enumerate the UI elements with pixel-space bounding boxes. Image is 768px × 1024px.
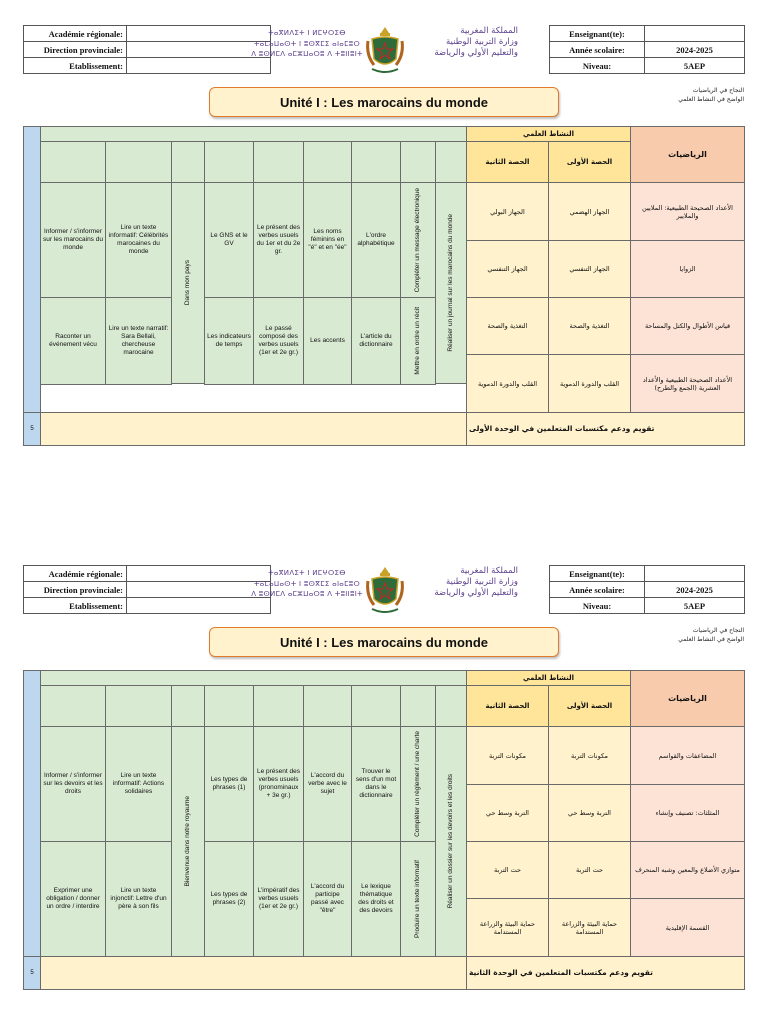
math-cell: الزوايا bbox=[630, 240, 745, 298]
tifinagh-line: ⵜⴰⴳⵍⴷⵉⵜ ⵏ ⵍⵎⵖⵔⵉⴱ bbox=[268, 569, 346, 577]
writing-text: Compléter un message électronique bbox=[414, 187, 421, 293]
header-col bbox=[204, 141, 254, 183]
grammar-cell: Le GNS et le GV bbox=[204, 182, 254, 298]
french-header-band bbox=[40, 126, 467, 142]
footer-number: 5 bbox=[23, 412, 41, 446]
science-s1-cell: القلب والدورة الدموية bbox=[548, 354, 631, 413]
science-s1-cell: الجهاز الهضمي bbox=[548, 182, 631, 241]
science-s2-cell: حماية البيئة والزراعة المستدامة bbox=[466, 898, 549, 957]
session1-header: الحصة الأولى bbox=[548, 141, 631, 183]
science-header: النشاط العلمي bbox=[466, 670, 631, 686]
science-s2-cell: حت التربة bbox=[466, 841, 549, 899]
teacher-info-table bbox=[549, 565, 745, 614]
header-col bbox=[105, 141, 172, 183]
school-info-table bbox=[23, 25, 271, 74]
spelling-cell: L'accord du participe passé avec "être" bbox=[303, 841, 352, 957]
footer-band bbox=[40, 956, 467, 990]
ministry-line: وزارة التربية الوطنية bbox=[445, 577, 518, 587]
math-cell: الأعداد الصحيحة الطبيعية: الملايين والملايير bbox=[630, 182, 745, 241]
ministry-line: والتعليم الأولي والرياضة bbox=[434, 48, 518, 58]
conjugation-cell: Le passé composé des verbes usuels (1er et 2e gr.) bbox=[253, 297, 304, 385]
etablissement-value[interactable] bbox=[127, 598, 271, 614]
ministry-name-tifinagh bbox=[250, 28, 364, 60]
teacher-label: Enseignant(te): bbox=[550, 26, 645, 42]
vocabulary-cell: L'ordre alphabétique bbox=[351, 182, 401, 298]
reading-cell: Lire un texte informatif: Célébrités marocaines du monde bbox=[105, 182, 172, 298]
etablissement-value[interactable] bbox=[127, 58, 271, 74]
header-col bbox=[253, 141, 304, 183]
communication-cell: Raconter un événement vécu bbox=[40, 297, 106, 385]
math-cell: المضاعفات والقواسم bbox=[630, 726, 745, 785]
planning-grid bbox=[23, 670, 745, 990]
footer-number: 5 bbox=[23, 956, 41, 990]
teacher-label: Enseignant(te): bbox=[550, 566, 645, 582]
unit-title: Unité I : Les marocains du monde bbox=[209, 87, 559, 117]
header-col bbox=[303, 141, 352, 183]
level-value: 5AEP bbox=[645, 58, 745, 74]
ministry-line: وزارة التربية الوطنية bbox=[445, 37, 518, 47]
project-text: Réaliser un dossier sur les devoirs et les droits bbox=[447, 774, 454, 909]
vocabulary-cell: Trouver le sens d'un mot dans le dictionnaire bbox=[351, 726, 401, 842]
academie-label: Académie régionale: bbox=[24, 26, 127, 42]
math-cell: متوازي الأضلاع والمعين وشبه المنحرف bbox=[630, 841, 745, 899]
science-s1-cell: حماية البيئة والزراعة المستدامة bbox=[548, 898, 631, 957]
footer-band bbox=[40, 412, 467, 446]
academie-label: Académie régionale: bbox=[24, 566, 127, 582]
vocabulary-cell: L'article du dictionnaire bbox=[351, 297, 401, 385]
science-s1-cell: التغذية والصحة bbox=[548, 297, 631, 355]
header-col bbox=[400, 141, 436, 183]
conjugation-cell: Le présent des verbes usuels (pronominaux + 3e gr.) bbox=[253, 726, 304, 842]
direction-value[interactable] bbox=[127, 582, 271, 598]
science-s1-cell: حت التربة bbox=[548, 841, 631, 899]
school-info-table bbox=[23, 565, 271, 614]
science-s2-cell: الجهاز التنفسي bbox=[466, 240, 549, 298]
science-s1-cell: مكونات التربة bbox=[548, 726, 631, 785]
session2-header: الحصة الثانية bbox=[466, 685, 549, 727]
science-s2-cell: التربة وسط حي bbox=[466, 784, 549, 842]
level-label: Niveau: bbox=[550, 598, 645, 614]
math-cell: الأعداد الصحيحة الطبيعية والأعداد العشرية (الجمع والطرح) bbox=[630, 354, 745, 413]
level-value: 5AEP bbox=[645, 598, 745, 614]
theme-text: Bienvenue dans notre royaume bbox=[184, 796, 191, 887]
left-margin-column bbox=[23, 126, 41, 420]
ministry-line: المملكة المغربية bbox=[460, 26, 518, 36]
vocabulary-cell: Le lexique thématique des droits et des devoirs bbox=[351, 841, 401, 957]
left-margin-column bbox=[23, 670, 41, 957]
header-col bbox=[400, 685, 436, 727]
school-year-value: 2024-2025 bbox=[645, 42, 745, 58]
grammar-cell: Les types de phrases (1) bbox=[204, 726, 254, 842]
planning-grid bbox=[23, 126, 745, 446]
header-col bbox=[105, 685, 172, 727]
ministry-line: والتعليم الأولي والرياضة bbox=[434, 588, 518, 598]
header-col bbox=[253, 685, 304, 727]
science-s1-cell: التربة وسط حي bbox=[548, 784, 631, 842]
header-col bbox=[435, 685, 467, 727]
level-label: Niveau: bbox=[550, 58, 645, 74]
header-col bbox=[351, 685, 401, 727]
spelling-cell: Les noms féminins en "é" et en "ée" bbox=[303, 182, 352, 298]
science-s1-cell: الجهاز التنفسي bbox=[548, 240, 631, 298]
side-note-line: الواضح في النشاط العلمي bbox=[678, 636, 744, 643]
session2-header: الحصة الثانية bbox=[466, 141, 549, 183]
reading-cell: Lire un texte informatif: Actions solidaires bbox=[105, 726, 172, 842]
academie-value[interactable] bbox=[127, 566, 271, 582]
teacher-info-table bbox=[549, 25, 745, 74]
side-note bbox=[648, 86, 744, 104]
royal-emblem-icon bbox=[366, 565, 404, 615]
french-header-band bbox=[40, 670, 467, 686]
conjugation-cell: L'impératif des verbes usuels (1er et 2e gr.) bbox=[253, 841, 304, 957]
project-cell bbox=[435, 182, 467, 384]
school-year-label: Année scolaire: bbox=[550, 42, 645, 58]
communication-cell: Informer / s'informer sur les marocains du monde bbox=[40, 182, 106, 298]
header-col bbox=[435, 141, 467, 183]
session1-header: الحصة الأولى bbox=[548, 685, 631, 727]
school-year-value: 2024-2025 bbox=[645, 582, 745, 598]
writing-cell bbox=[400, 841, 436, 957]
writing-cell bbox=[400, 182, 436, 298]
side-note bbox=[648, 626, 744, 644]
ministry-name-tifinagh bbox=[250, 568, 364, 600]
header-col bbox=[204, 685, 254, 727]
side-note-line: النجاح في الرياضيات bbox=[692, 627, 744, 634]
teacher-value[interactable] bbox=[645, 26, 745, 42]
ministry-name-arabic bbox=[410, 26, 518, 59]
theme-cell bbox=[171, 726, 205, 957]
royal-emblem-icon bbox=[366, 25, 404, 75]
tifinagh-line: ⵜⴰⵎⴰⵡⴰⵙⵜ ⵏ ⵓⵙⴳⵎⵉ ⴰⵏⴰⵎⵓⵔ bbox=[253, 39, 361, 48]
theme-text: Dans mon pays bbox=[184, 260, 191, 306]
ministry-line: المملكة المغربية bbox=[460, 566, 518, 576]
side-note-line: الواضح في النشاط العلمي bbox=[678, 96, 744, 103]
header-col bbox=[171, 685, 205, 727]
direction-label: Direction provinciale: bbox=[24, 42, 127, 58]
header-col bbox=[40, 685, 106, 727]
school-year-label: Année scolaire: bbox=[550, 582, 645, 598]
math-cell: قياس الأطوال والكتل والمساحة bbox=[630, 297, 745, 355]
header-col bbox=[40, 141, 106, 183]
spelling-cell: L'accord du verbe avec le sujet bbox=[303, 726, 352, 842]
project-cell bbox=[435, 726, 467, 957]
writing-cell bbox=[400, 297, 436, 385]
tifinagh-line: ⴷ ⵓⵙⵍⵎⴷ ⴰⵎⵣⵡⴰⵔⵓ ⴷ ⵜⵓⵏⵏⵓⵏⵜ bbox=[251, 50, 363, 58]
direction-value[interactable] bbox=[127, 42, 271, 58]
grammar-cell: Les types de phrases (2) bbox=[204, 841, 254, 957]
math-header: الرياضيات bbox=[630, 670, 745, 727]
writing-cell bbox=[400, 726, 436, 842]
reading-cell: Lire un texte injonctif: Lettre d'un père à son fils bbox=[105, 841, 172, 957]
footer-evaluation: تقويم ودعم مكتسبات المتعلمين في الوحدة الأولى bbox=[466, 412, 745, 446]
etablissement-label: Etablissement: bbox=[24, 598, 127, 614]
etablissement-label: Etablissement: bbox=[24, 58, 127, 74]
writing-text: Mettre en ordre un récit bbox=[414, 307, 421, 375]
science-s2-cell: التغذية والصحة bbox=[466, 297, 549, 355]
teacher-value[interactable] bbox=[645, 566, 745, 582]
project-text: Réaliser un journal sur les marocains du monde bbox=[447, 214, 454, 352]
grammar-cell: Les indicateurs de temps bbox=[204, 297, 254, 385]
tifinagh-line: ⴷ ⵓⵙⵍⵎⴷ ⴰⵎⵣⵡⴰⵔⵓ ⴷ ⵜⵓⵏⵏⵓⵏⵜ bbox=[251, 590, 363, 598]
header-col bbox=[171, 141, 205, 183]
unit-title: Unité I : Les marocains du monde bbox=[209, 627, 559, 657]
math-cell: المثلثات: تصنيف وإنشاء bbox=[630, 784, 745, 842]
tifinagh-line: ⵜⴰⴳⵍⴷⵉⵜ ⵏ ⵍⵎⵖⵔⵉⴱ bbox=[268, 29, 346, 37]
direction-label: Direction provinciale: bbox=[24, 582, 127, 598]
math-cell: القسمة الإقليدية bbox=[630, 898, 745, 957]
side-note-line: النجاح في الرياضيات bbox=[692, 87, 744, 94]
writing-text: Produire un texte informatif bbox=[414, 859, 421, 939]
academie-value[interactable] bbox=[127, 26, 271, 42]
tifinagh-line: ⵜⴰⵎⴰⵡⴰⵙⵜ ⵏ ⵓⵙⴳⵎⵉ ⴰⵏⴰⵎⵓⵔ bbox=[253, 579, 361, 588]
spelling-cell: Les accents bbox=[303, 297, 352, 385]
math-header: الرياضيات bbox=[630, 126, 745, 183]
science-s2-cell: الجهاز البولي bbox=[466, 182, 549, 241]
header-col bbox=[303, 685, 352, 727]
conjugation-cell: Le présent des verbes usuels du 1er et du 2e gr. bbox=[253, 182, 304, 298]
writing-text: Compléter un règlement / une charte bbox=[414, 731, 421, 837]
science-s2-cell: القلب والدورة الدموية bbox=[466, 354, 549, 413]
reading-cell: Lire un texte narratif: Sara Bellali, chercheuse marocaine bbox=[105, 297, 172, 385]
theme-cell bbox=[171, 182, 205, 384]
communication-cell: Exprimer une obligation / donner un ordre / interdire bbox=[40, 841, 106, 957]
communication-cell: Informer / s'informer sur les devoirs et les droits bbox=[40, 726, 106, 842]
science-s2-cell: مكونات التربة bbox=[466, 726, 549, 785]
header-col bbox=[351, 141, 401, 183]
ministry-name-arabic bbox=[410, 566, 518, 599]
science-header: النشاط العلمي bbox=[466, 126, 631, 142]
footer-evaluation: تقويم ودعم مكتسبات المتعلمين في الوحدة الثانية bbox=[466, 956, 745, 990]
